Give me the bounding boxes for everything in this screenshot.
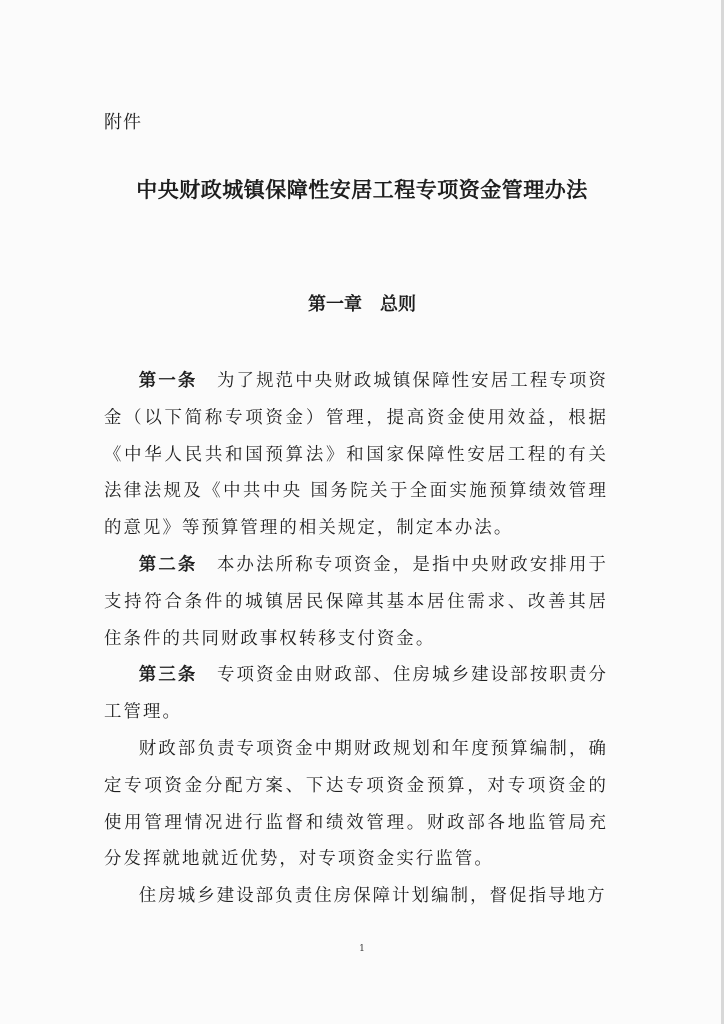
article-3 (104, 657, 608, 731)
paragraph-finance-ministry: 财政部负责专项资金中期财政规划和年度预算编制，确定专项资金分配方案、下达专项资金预算，对专项资金的使用管理情况进行监督和绩效管理。财政部各地监管局充分发挥就地就近优势，对专项资金实行监管。 (104, 738, 608, 870)
document-title: 中央财政城镇保障性安居工程专项资金管理办法 (136, 177, 588, 202)
article-2-text: 本办法所称专项资金，是指中央财政安排用于支持符合条件的城镇居民保障其基本居住需求、改善其居住条件的共同财政事权转移支付资金。 (104, 554, 608, 649)
page-number: 1 (359, 944, 365, 954)
article-3-text: 专项资金由财政部、住房城乡建设部按职责分工管理。 (104, 665, 608, 723)
attachment-label: 附件 (104, 112, 142, 133)
article-2 (104, 547, 608, 657)
paragraph-housing-ministry: 住房城乡建设部负责住房保障计划编制，督促指导地方 (138, 886, 607, 907)
article-2-head: 第二条 (138, 554, 198, 575)
article-1-head: 第一条 (138, 371, 198, 391)
chapter-heading: 第一章 总则 (308, 294, 416, 315)
article-3-head: 第三条 (138, 665, 198, 686)
article-1 (104, 363, 608, 547)
document-body (104, 363, 608, 915)
article-1-text: 为了规范中央财政城镇保障性安居工程专项资金（以下简称专项资金）管理，提高资金使用效益，根据《中华人民共和国预算法》和国家保障性安居工程的有关法律法规及《中共中央 国务院关于全面实施预算绩效管理的意见》等预算管理的相关规定，制定本办法。 (104, 371, 608, 539)
